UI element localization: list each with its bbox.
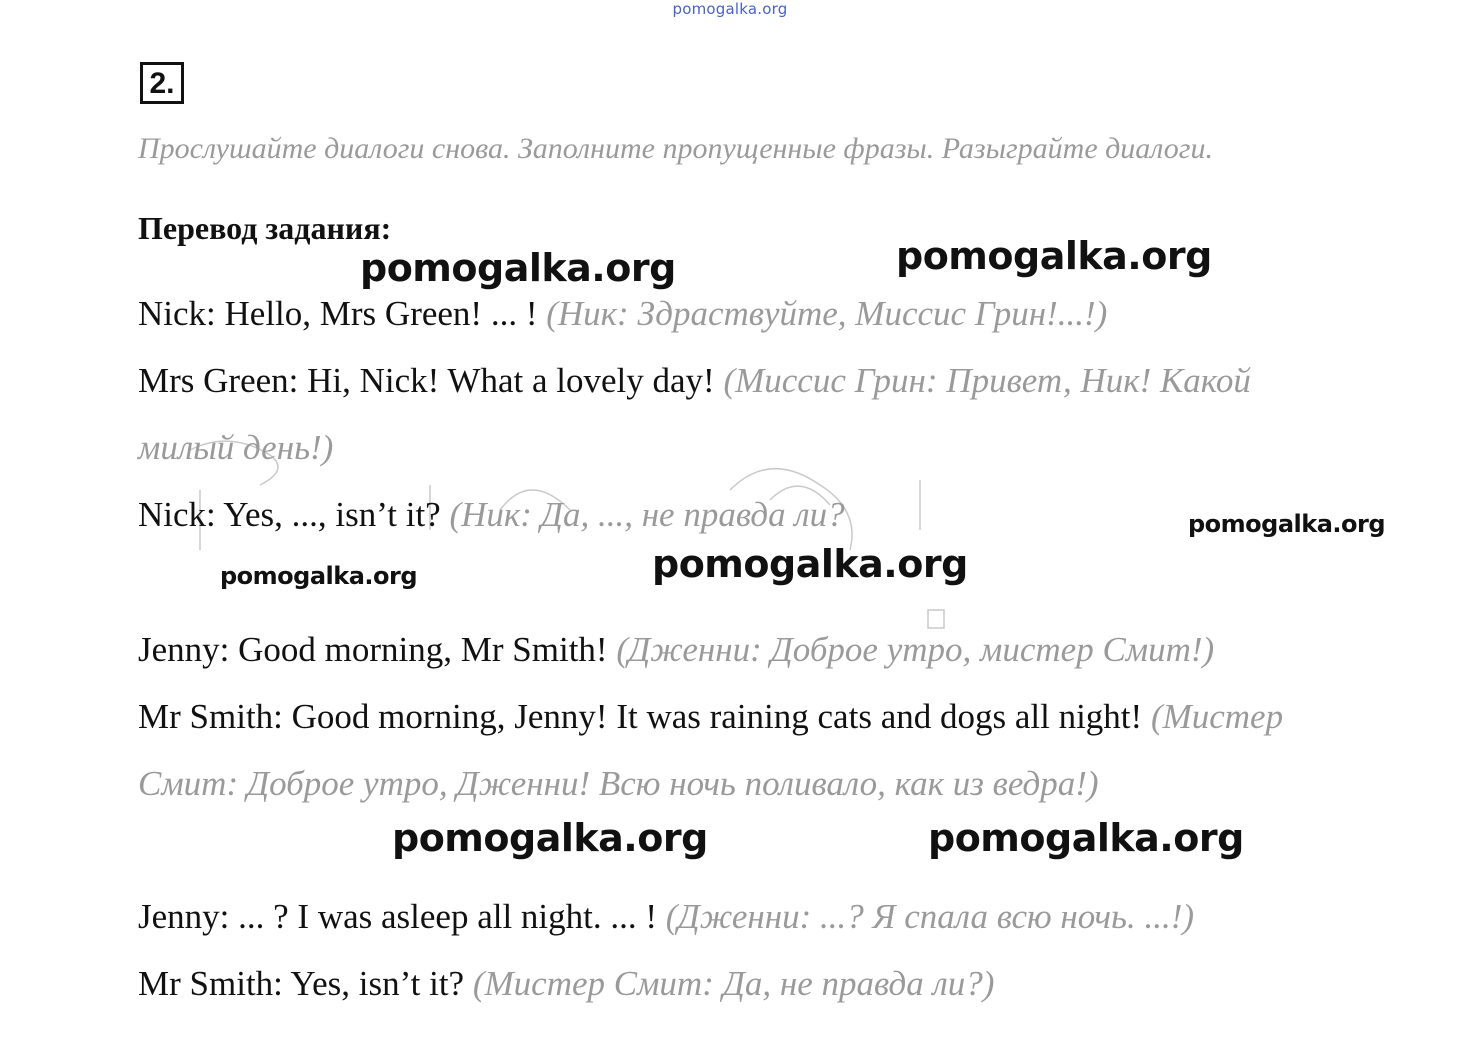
russian-translation: (Дженни: Доброе утро, мистер Смит!) bbox=[616, 630, 1215, 669]
russian-translation: (Мистер Смит: Да, не правда ли?) bbox=[472, 964, 995, 1003]
english-text: Jenny: Good morning, Mr Smith! bbox=[138, 630, 617, 669]
english-text: Mrs Green: Hi, Nick! What a lovely day! bbox=[138, 361, 724, 400]
russian-translation: (Миссис Грин: Привет, Ник! Какой bbox=[723, 361, 1251, 400]
dialogue-line bbox=[138, 964, 994, 1004]
dialogue-line bbox=[138, 630, 1214, 670]
english-text: Nick: Hello, Mrs Green! ... ! bbox=[138, 294, 547, 333]
russian-translation: (Ник: Да, ..., не правда ли? bbox=[449, 495, 845, 534]
english-text: Nick: Yes, ..., isn’t it? bbox=[138, 495, 450, 534]
translation-heading: Перевод задания: bbox=[138, 210, 392, 246]
russian-translation: Смит: Доброе утро, Дженни! Всю ночь поливало, как из ведра!) bbox=[138, 764, 1099, 803]
english-text: Jenny: ... ? I was asleep all night. ... ! bbox=[138, 897, 666, 936]
watermark: pomogalka.org bbox=[1188, 510, 1386, 538]
exercise-number: 2. bbox=[140, 62, 184, 104]
dialogue-line bbox=[138, 764, 1099, 804]
russian-translation: (Ник: Здраствуйте, Миссис Грин!...!) bbox=[546, 294, 1108, 333]
english-text: Mr Smith: Good morning, Jenny! It was raining cats and dogs all night! bbox=[138, 697, 1151, 736]
watermark: pomogalka.org bbox=[392, 816, 708, 860]
dialogue-line bbox=[138, 361, 1251, 401]
header-watermark: pomogalka.org bbox=[672, 0, 788, 18]
dialogue-line bbox=[138, 294, 1107, 334]
watermark: pomogalka.org bbox=[220, 562, 418, 590]
dialogue-line bbox=[138, 697, 1283, 737]
watermark: pomogalka.org bbox=[896, 234, 1212, 278]
exercise-instruction: Прослушайте диалоги снова. Заполните пропущенные фразы. Разыграйте диалоги. bbox=[138, 132, 1213, 165]
dialogue-line bbox=[138, 897, 1194, 937]
russian-translation: (Дженни: ...? Я спала всю ночь. ...!) bbox=[665, 897, 1195, 936]
russian-translation: милый день!) bbox=[138, 428, 334, 467]
watermark: pomogalka.org bbox=[652, 542, 968, 586]
watermark: pomogalka.org bbox=[360, 246, 676, 290]
watermark: pomogalka.org bbox=[928, 816, 1244, 860]
english-text: Mr Smith: Yes, isn’t it? bbox=[138, 964, 473, 1003]
dialogue-line bbox=[138, 495, 845, 535]
dialogue-line bbox=[138, 428, 333, 468]
russian-translation: (Мистер bbox=[1150, 697, 1284, 736]
